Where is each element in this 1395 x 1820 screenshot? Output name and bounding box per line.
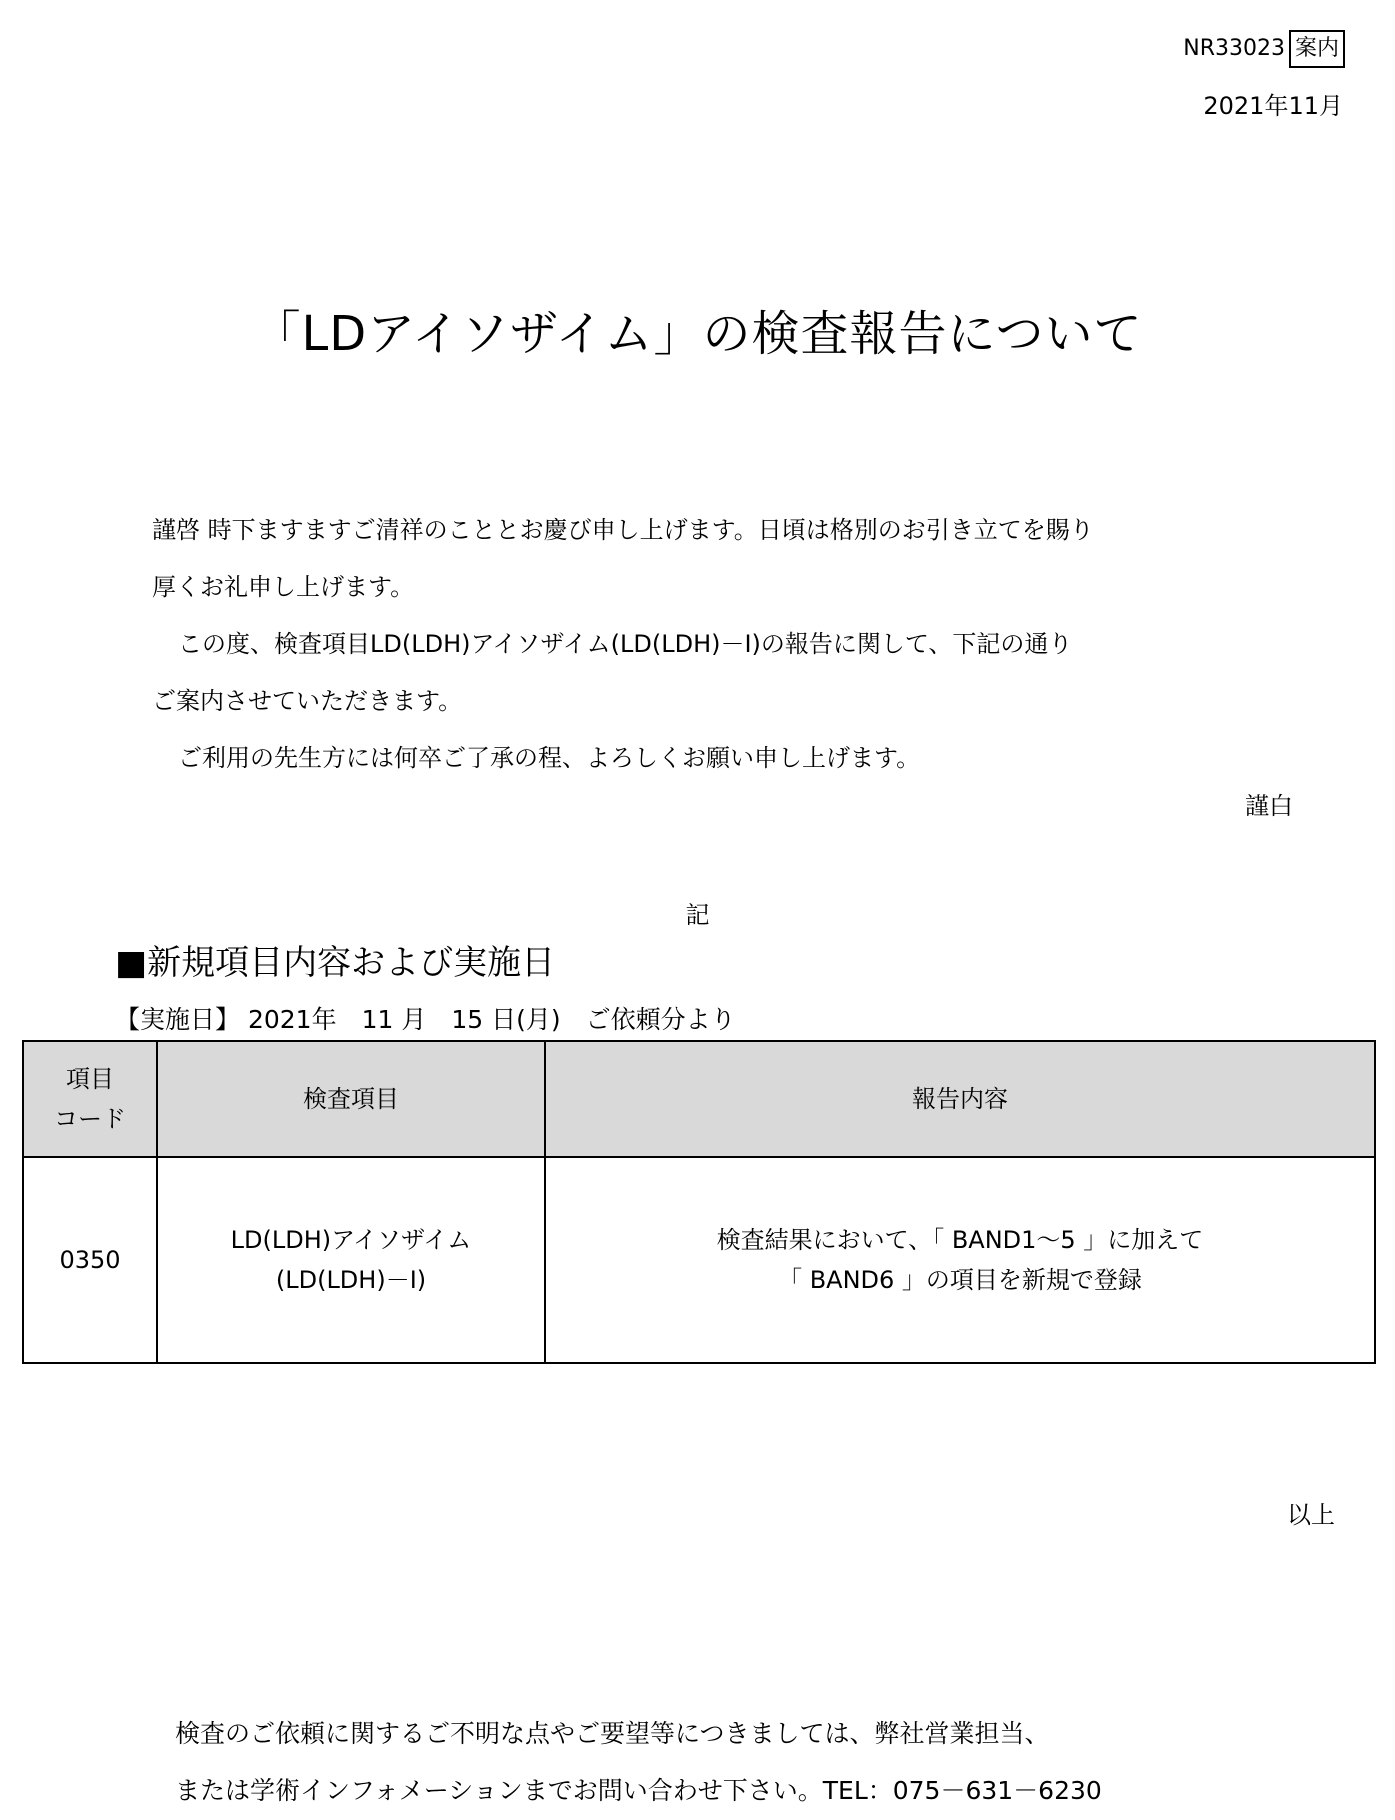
body-line: ご案内させていただきます。 <box>152 687 463 715</box>
section-heading: ■新規項目内容および実施日 <box>115 943 556 983</box>
info-table <box>22 1040 1376 1364</box>
contact-info <box>175 1705 1102 1819</box>
table-header-row <box>23 1041 1375 1157</box>
header-code <box>23 1041 157 1157</box>
cell-report <box>545 1157 1375 1363</box>
cell-code: 0350 <box>23 1157 157 1363</box>
header-report: 報告内容 <box>545 1041 1375 1157</box>
document-number-text: NR33023 <box>1183 36 1285 61</box>
final-closing: 以上 <box>1287 1501 1335 1529</box>
cell-report-line: 「 BAND6 」の項目を新規で登録 <box>778 1266 1142 1294</box>
cell-item-line: (LD(LDH)－I) <box>275 1266 427 1294</box>
table-row <box>23 1157 1375 1363</box>
body-line: この度、検査項目LD(LDH)アイソザイム(LD(LDH)－I)の報告に関して、下記の通り <box>178 630 1073 658</box>
body-line: 厚くお礼申し上げます。 <box>152 573 415 601</box>
contact-line: または学術インフォメーションまでお問い合わせ下さい。TEL：075－631－6230 <box>175 1776 1102 1805</box>
body-line: ご利用の先生方には何卒ご了承の程、よろしくお願い申し上げます。 <box>178 744 921 772</box>
ki-marker: 記 <box>685 901 710 929</box>
implementation-date: 【実施日】 2021年 11 月 15 日(月) ご依頼分より <box>115 1005 736 1034</box>
letter-closing: 謹白 <box>1245 792 1293 820</box>
header-code-line: 項目 <box>66 1065 114 1093</box>
body-line: 謹啓 時下ますますご清祥のこととお慶び申し上げます。日頃は格別のお引き立てを賜り <box>152 516 1094 544</box>
cell-item <box>157 1157 545 1363</box>
document-date: 2021年11月 <box>1203 92 1343 120</box>
letter-body <box>152 502 1302 787</box>
document-number <box>1183 30 1345 68</box>
header-item: 検査項目 <box>157 1041 545 1157</box>
document-type-badge: 案内 <box>1289 30 1345 68</box>
cell-item-line: LD(LDH)アイソザイム <box>230 1226 472 1254</box>
page-title: 「LDアイソザイム」の検査報告について <box>252 306 1143 362</box>
cell-report-line: 検査結果において、「 BAND1～5 」に加えて <box>716 1226 1204 1254</box>
contact-line: 検査のご依頼に関するご不明な点やご要望等につきましては、弊社営業担当、 <box>175 1719 1050 1748</box>
header-code-line: コード <box>54 1105 126 1133</box>
